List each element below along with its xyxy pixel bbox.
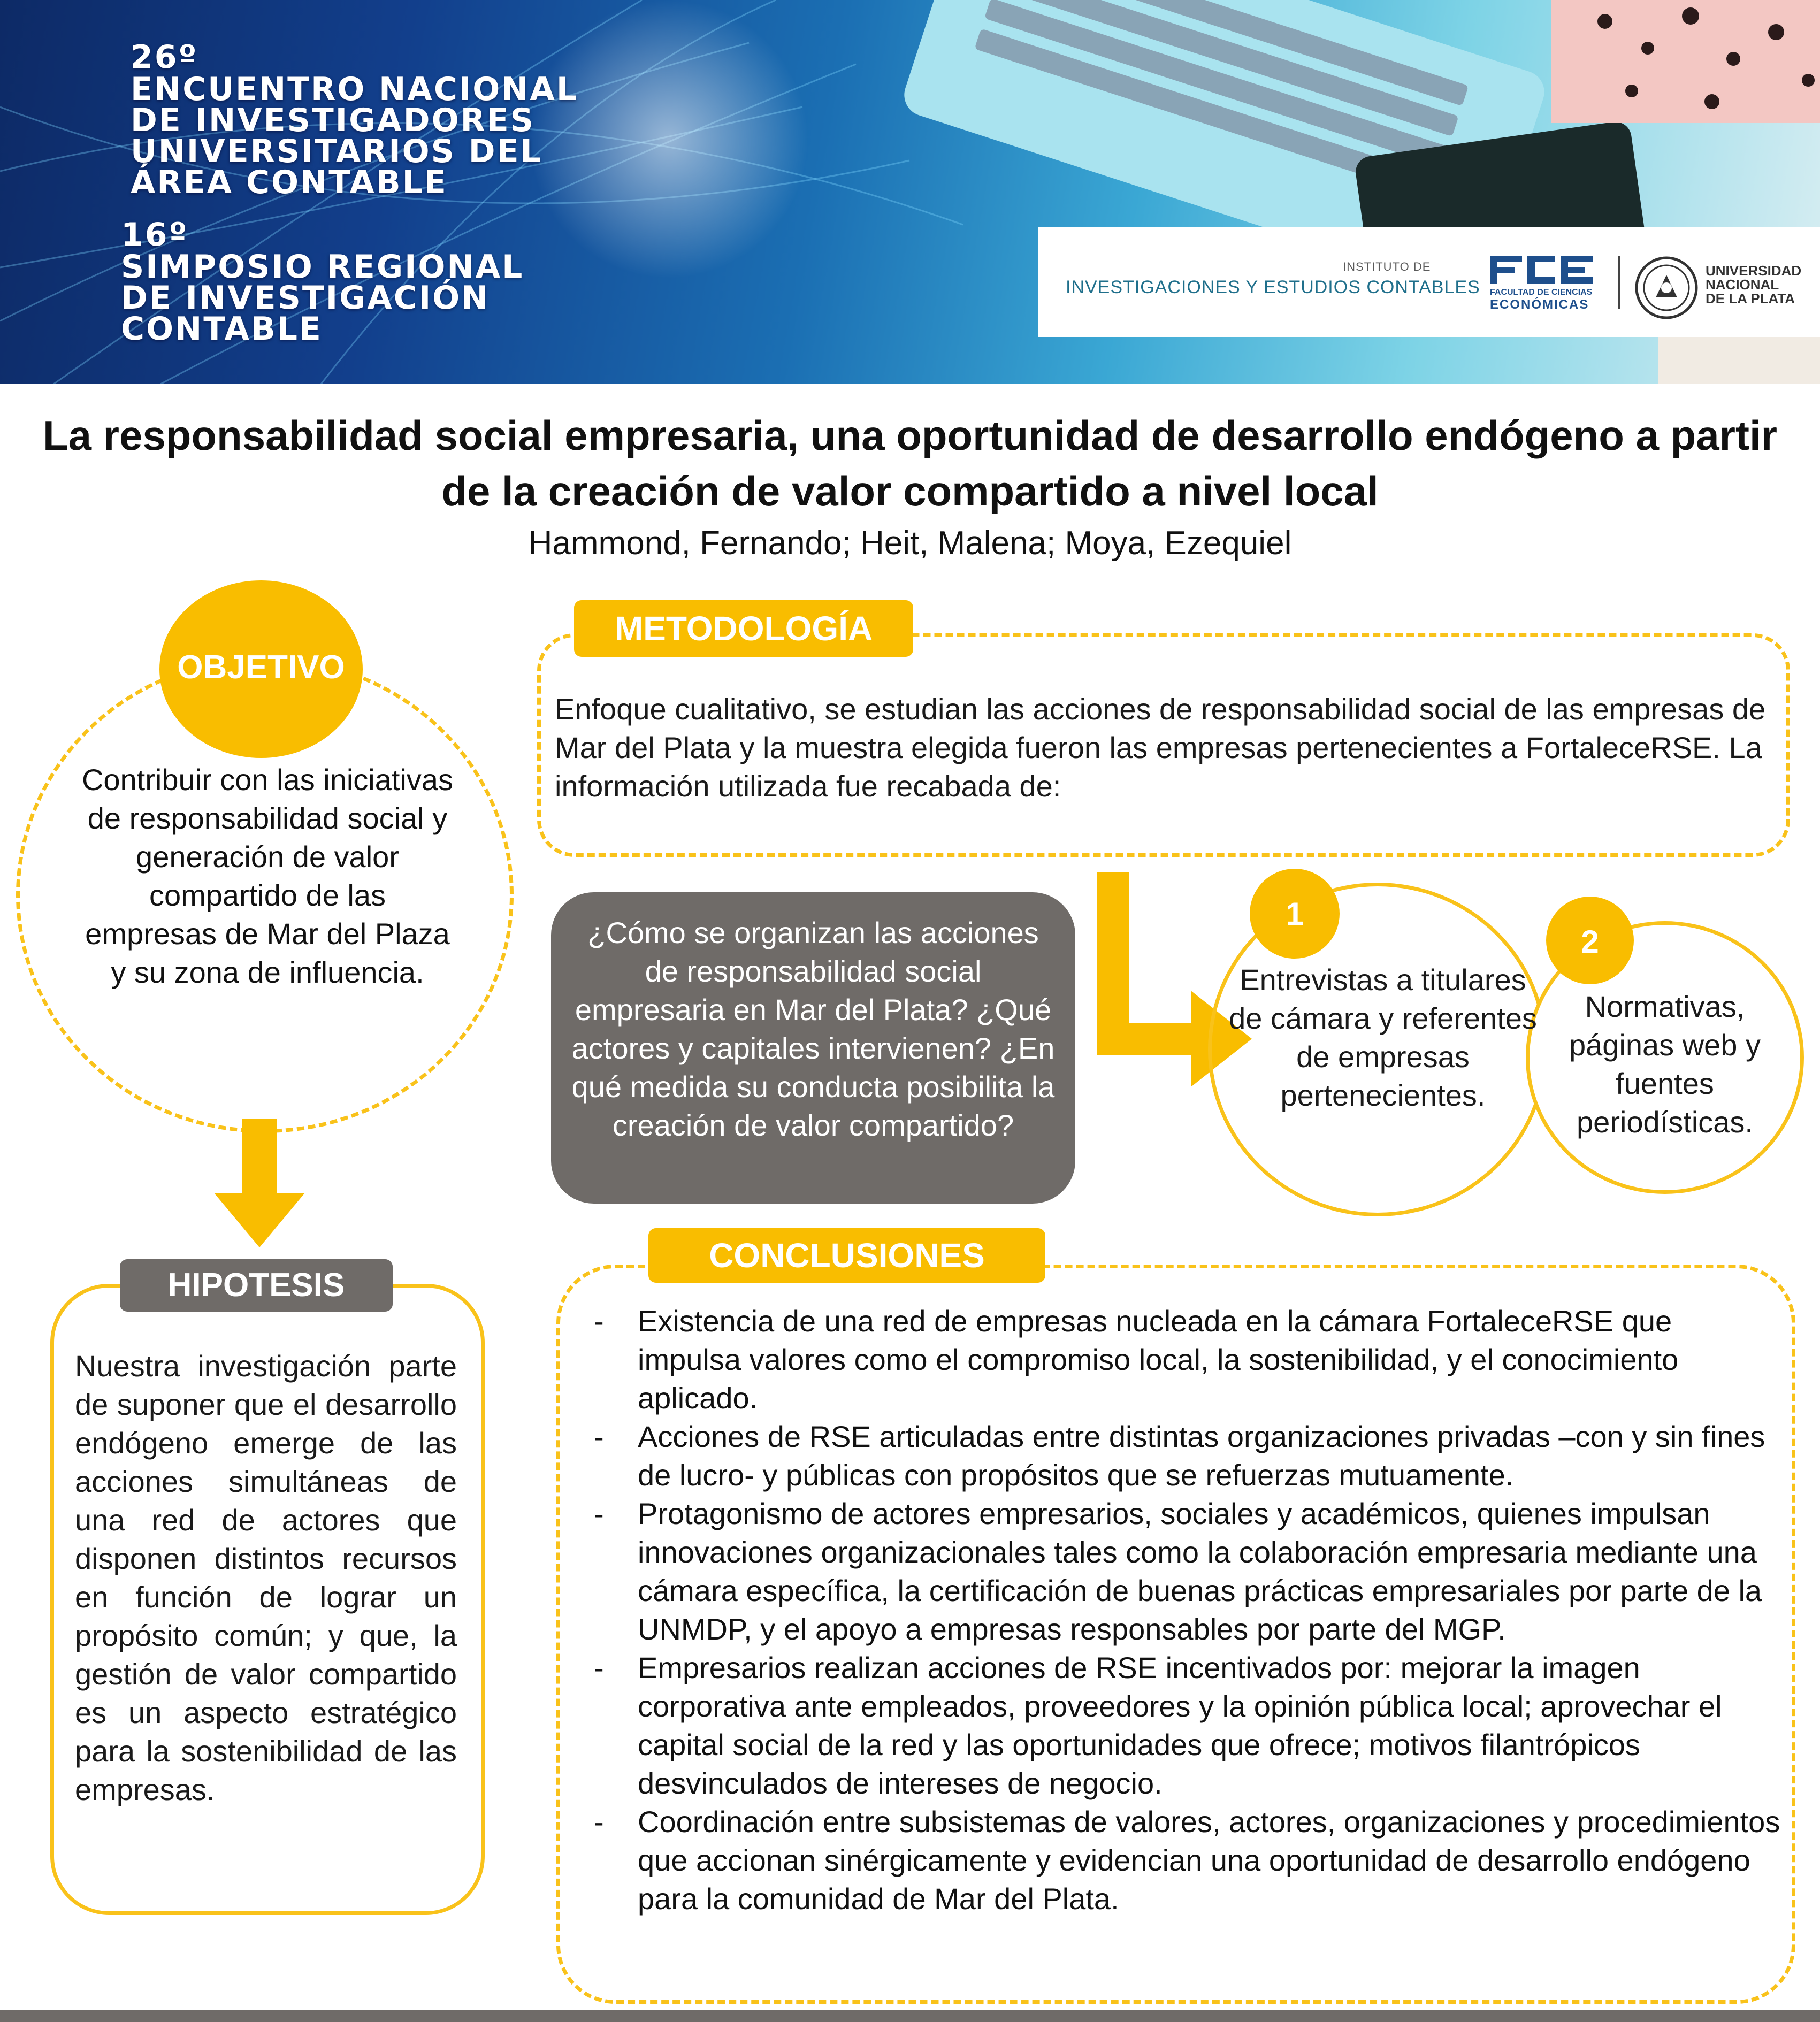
- bullet-dash: -: [594, 1805, 604, 1839]
- bullet-dash: -: [594, 1497, 604, 1530]
- conclusion-item: [594, 1418, 1781, 1495]
- authors: Hammond, Fernando; Heit, Malena; Moya, Ezequiel: [528, 525, 1292, 562]
- event-name-line-1: ENCUENTRO NACIONAL: [131, 71, 579, 108]
- source-1-number: 1: [1286, 896, 1304, 932]
- objective-heading: OBJETIVO: [177, 649, 345, 686]
- event-name-line-4: ÁREA CONTABLE: [131, 164, 448, 201]
- hypothesis-heading: HIPOTESIS: [120, 1259, 393, 1312]
- footer-bar: [0, 2010, 1820, 2022]
- event-name-line-3: UNIVERSITARIOS DEL: [131, 133, 542, 170]
- institute-label: INSTITUTO DE: [1343, 260, 1431, 273]
- objective-text: Contribuir con las iniciativas de responsabilidad social y generación de valor compartido de las empresas de Mar del Plaza y su zona de influencia.: [81, 763, 454, 989]
- event-edition-1: 26º: [131, 39, 198, 76]
- event-edition-2: 16º: [121, 216, 189, 254]
- fce-small-label: FACULTAD DE CIENCIAS: [1490, 288, 1593, 297]
- bullet-dash: -: [594, 1420, 604, 1453]
- university-name: UNIVERSIDAD NACIONAL DE LA PLATA: [1706, 263, 1802, 307]
- conclusion-text: Coordinación entre subsistemas de valores, actores, organizaciones y procedimientos que accionan sinérgicamente y evidencian una oportunidad de desarrollo endógeno para la comunidad de Mar del Plata.: [638, 1805, 1780, 1916]
- poster-title: La responsabilidad social empresaria, una oportunidad de desarrollo endógeno a partir de la creación de valor compartido a nivel local: [42, 412, 1778, 515]
- conclusion-item: [594, 1649, 1781, 1803]
- bullet-dash: -: [594, 1651, 604, 1684]
- source-1-text: Entrevistas a titulares de cámara y referentes de empresas pertenecientes.: [1229, 963, 1537, 1112]
- symposium-line-3: CONTABLE: [121, 310, 323, 348]
- bullet-dash: -: [594, 1304, 604, 1338]
- event-name-line-2: DE INVESTIGADORES: [131, 102, 535, 139]
- conclusion-item: [594, 1803, 1781, 1918]
- down-arrow-icon: [214, 1119, 305, 1247]
- university-seal-icon: [1634, 256, 1699, 320]
- symposium-line-1: SIMPOSIO REGIONAL: [121, 248, 524, 286]
- conclusion-text: Existencia de una red de empresas nucleada en la cámara FortaleceRSE que impulsa valores como el compromiso local, la sostenibilidad, y el conocimiento aplicado.: [638, 1304, 1679, 1415]
- conclusions-list: [594, 1302, 1781, 1918]
- conclusion-text: Empresarios realizan acciones de RSE incentivados por: mejorar la imagen corporativa ante empleados, proveedores y la opinión pública local; aprovechar el capital social de la red y las oportunidades que ofrece; motivos filantrópicos desvinculados de intereses de negocio.: [638, 1651, 1722, 1800]
- fce-name: ECONÓMICAS: [1490, 297, 1589, 312]
- conclusions-heading: CONCLUSIONES: [648, 1228, 1045, 1283]
- symposium-line-2: DE INVESTIGACIÓN: [121, 279, 490, 317]
- conclusion-text: Acciones de RSE articuladas entre distintas organizaciones privadas –con y sin fines de lucro- y públicas con propósitos que se refuerzas mutuamente.: [638, 1420, 1765, 1492]
- conclusion-text: Protagonismo de actores empresarios, sociales y académicos, quienes impulsan innovaciones organizacionales tales como la colaboración empresaria mediante una cámara específica, la certificación de buenas prácticas empresariales por parte de la UNMDP, y el apoyo a empresas responsables por parte del MGP.: [638, 1497, 1762, 1646]
- methodology-text: Enfoque cualitativo, se estudian las acciones de responsabilidad social de las empresas de Mar del Plata y la muestra elegida fueron las empresas pertenecientes a FortaleceRSE. La información utilizada fue recabada de:: [555, 692, 1766, 803]
- hypothesis-text: Nuestra investigación parte de suponer que el desarrollo endógeno emerge de las acciones simultáneas de una red de actores que disponen distintos recursos en función de lograr un propósito común; y que, la gestión de valor compartido es un aspecto estratégico para la sostenibilidad de las empresas.: [75, 1349, 457, 1806]
- source-2-text: Normativas, páginas web y fuentes periodísticas.: [1569, 990, 1761, 1139]
- conclusion-item: [594, 1495, 1781, 1649]
- methodology-heading: METODOLOGÍA: [574, 600, 913, 657]
- conclusion-item: [594, 1302, 1781, 1418]
- source-2-number: 2: [1581, 924, 1599, 960]
- logo-divider: [1618, 256, 1620, 309]
- research-questions-text: ¿Cómo se organizan las acciones de responsabilidad social empresaria en Mar del Plata? ¿Qué actores y capitales intervienen? ¿En qué medida su conducta posibilita la creación de valor compartido?: [571, 916, 1055, 1142]
- institute-name: INVESTIGACIONES Y ESTUDIOS CONTABLES: [1066, 277, 1480, 297]
